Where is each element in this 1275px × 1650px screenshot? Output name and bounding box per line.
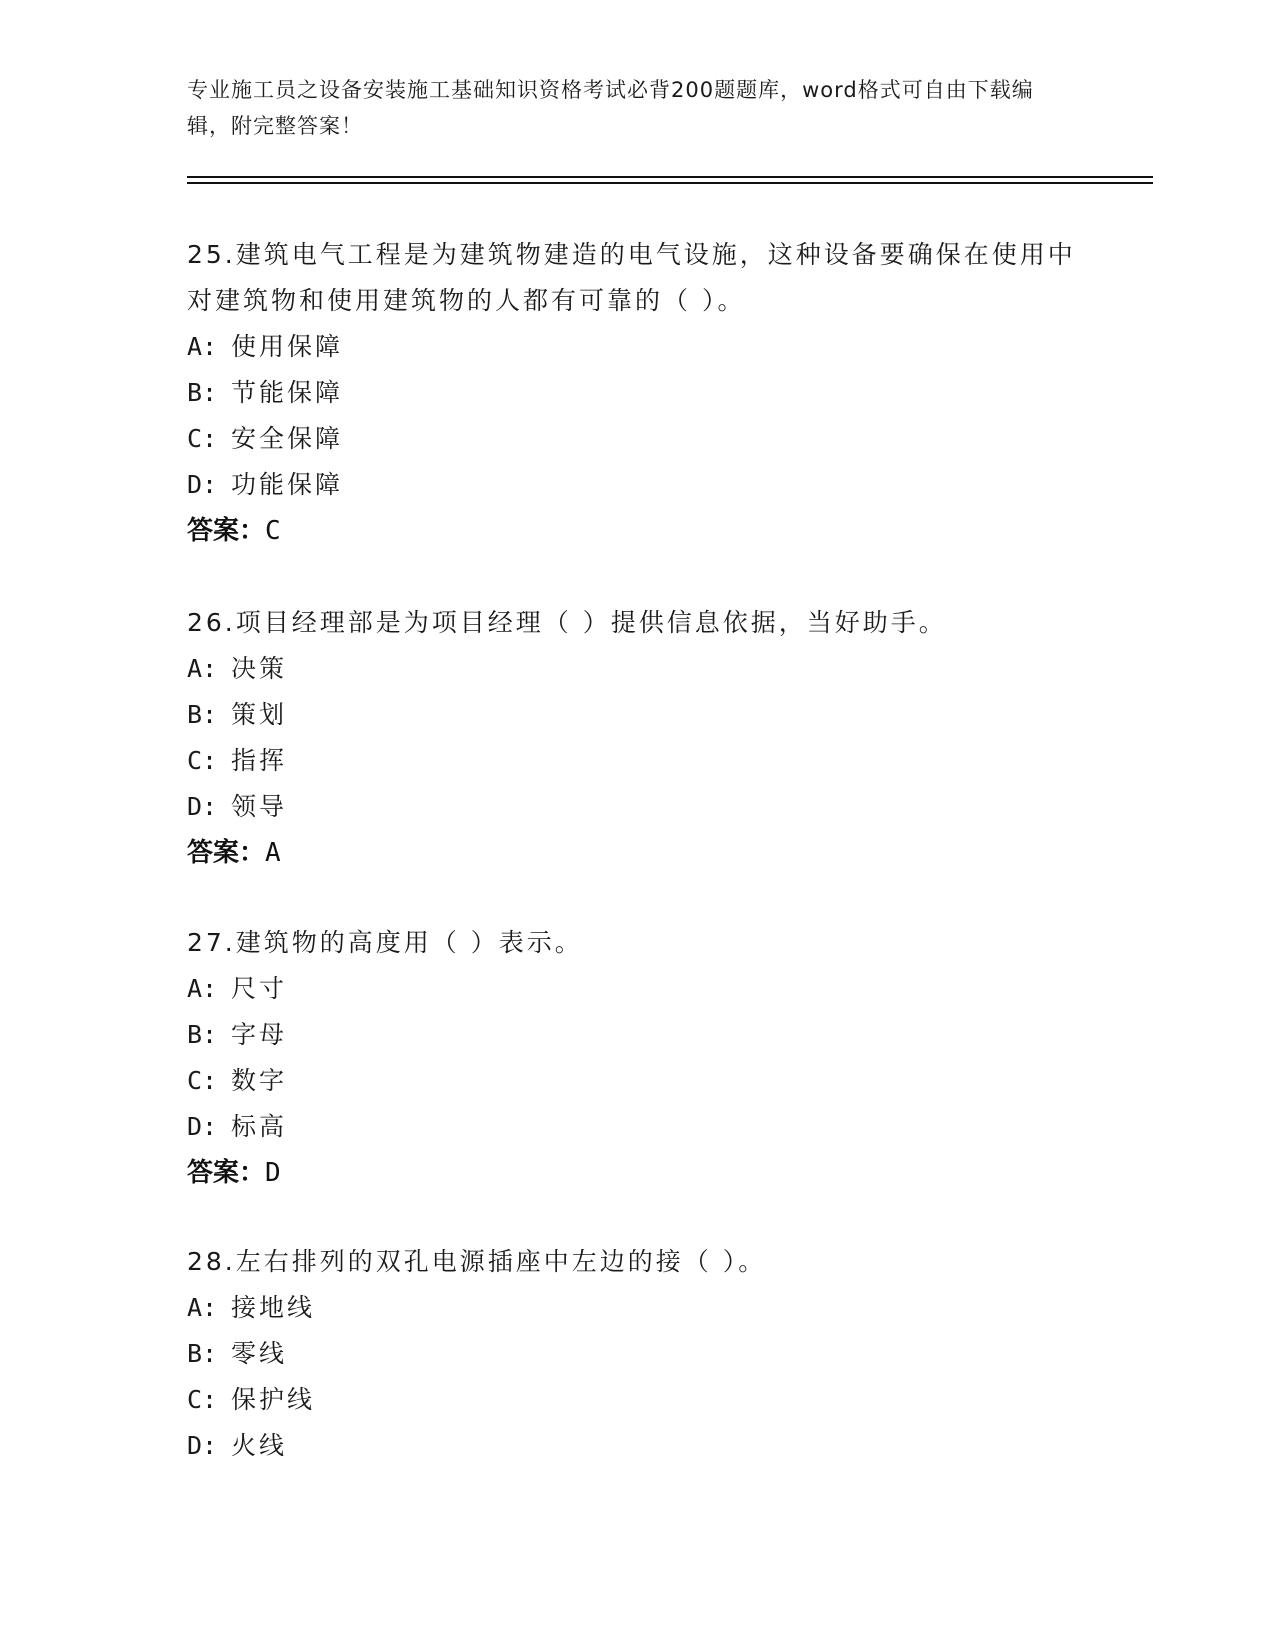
option-key: D:: [187, 1431, 218, 1460]
answer-label: 答案：: [187, 838, 266, 868]
option-c: [187, 416, 1087, 462]
option-text: 安全保障: [231, 424, 344, 453]
option-text: 使用保障: [231, 332, 344, 361]
option-key: C:: [187, 1066, 218, 1095]
option-text: 决策: [231, 654, 288, 683]
option-text: 领导: [231, 792, 288, 821]
option-key: D:: [187, 1112, 218, 1141]
option-key: A:: [187, 974, 218, 1003]
answer-line: [187, 1150, 1087, 1196]
option-a: [187, 646, 1087, 692]
option-b: [187, 692, 1087, 738]
option-text: 字母: [231, 1020, 288, 1049]
option-b: [187, 370, 1087, 416]
option-d: [187, 1423, 1087, 1469]
option-key: A:: [187, 654, 218, 683]
option-text: 接地线: [231, 1293, 316, 1322]
option-text: 零线: [231, 1339, 288, 1368]
answer-value: A: [265, 838, 281, 868]
option-d: [187, 1104, 1087, 1150]
option-a: [187, 1285, 1087, 1331]
option-d: [187, 462, 1087, 508]
answer-value: C: [265, 516, 281, 546]
option-key: C:: [187, 746, 218, 775]
option-text: 数字: [231, 1066, 288, 1095]
option-text: 策划: [231, 700, 288, 729]
option-key: A:: [187, 332, 218, 361]
question-28: [187, 1239, 1087, 1469]
option-text: 节能保障: [231, 378, 344, 407]
option-text: 功能保障: [231, 470, 344, 499]
option-b: [187, 1331, 1087, 1377]
option-a: [187, 966, 1087, 1012]
option-key: B:: [187, 378, 218, 407]
option-c: [187, 1377, 1087, 1423]
option-c: [187, 738, 1087, 784]
question-stem: 27.建筑物的高度用（ ）表示。: [187, 928, 583, 957]
option-d: [187, 784, 1087, 830]
header-rule-top: [187, 176, 1153, 178]
option-c: [187, 1058, 1087, 1104]
option-key: B:: [187, 1020, 218, 1049]
option-text: 指挥: [231, 746, 288, 775]
question-27: [187, 920, 1087, 1196]
option-text: 保护线: [231, 1385, 316, 1414]
option-a: [187, 324, 1087, 370]
option-key: D:: [187, 470, 218, 499]
option-text: 火线: [231, 1431, 288, 1460]
question-stem: 25.建筑电气工程是为建筑物建造的电气设施，这种设备要确保在使用中对建筑物和使用建筑物的人都有可靠的（ ）。: [187, 240, 1076, 315]
option-text: 标高: [231, 1112, 288, 1141]
option-b: [187, 1012, 1087, 1058]
answer-label: 答案：: [187, 1158, 266, 1188]
answer-line: [187, 830, 1087, 876]
document-header: 专业施工员之设备安装施工基础知识资格考试必背200题题库，word格式可自由下载编辑，附完整答案！: [187, 78, 1034, 138]
option-key: B:: [187, 1339, 218, 1368]
option-text: 尺寸: [231, 974, 288, 1003]
question-25: [187, 232, 1087, 554]
question-stem: 28.左右排列的双孔电源插座中左边的接（ ）。: [187, 1247, 767, 1276]
question-stem: 26.项目经理部是为项目经理（ ）提供信息依据，当好助手。: [187, 608, 947, 637]
option-key: D:: [187, 792, 218, 821]
answer-label: 答案：: [187, 516, 266, 546]
option-key: C:: [187, 424, 218, 453]
option-key: B:: [187, 700, 218, 729]
option-key: C:: [187, 1385, 218, 1414]
answer-value: D: [265, 1158, 281, 1188]
header-rule-bottom: [187, 182, 1153, 184]
question-26: [187, 600, 1087, 876]
option-key: A:: [187, 1293, 218, 1322]
answer-line: [187, 508, 1087, 554]
